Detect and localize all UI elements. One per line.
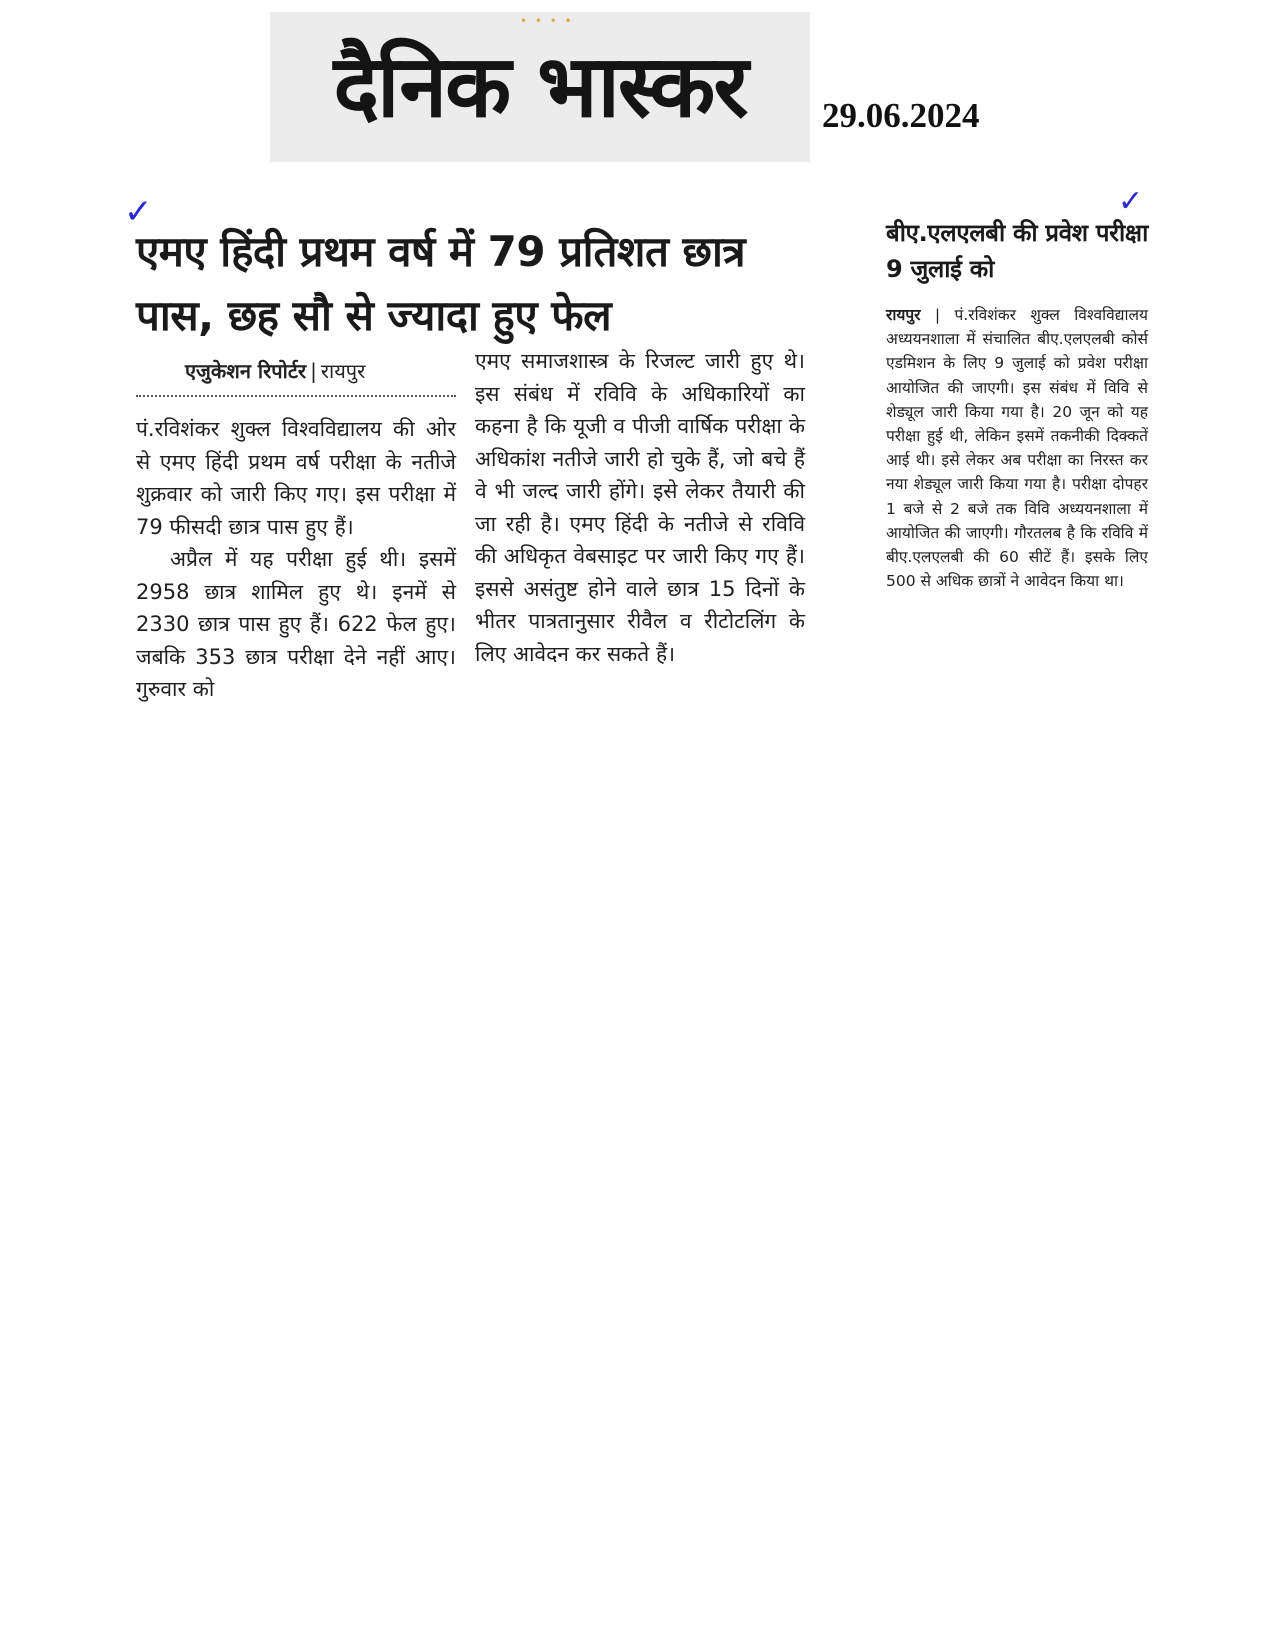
side-lead-place: रायपुर [886, 306, 921, 324]
main-headline: एमए हिंदी प्रथम वर्ष में 79 प्रतिशत छात्र पास, छह सौ से ज्यादा हुए फेल [136, 227, 746, 340]
masthead-decoration: • • • • [520, 14, 574, 28]
side-body-text: पं.रविशंकर शुक्ल विश्वविद्यालय अध्ययनशाला में संचालित बीए.एलएलबी कोर्स एडमिशन के लिए 9 जुलाई को प्रवेश परीक्षा आयोजित की जाएगी। इस संबंध में विवि से शेड्यूल जारी किया गया है। 20 जून को यह परीक्षा हुई थी, लेकिन इसमें तकनीकी दिक्कतें आई थी। इसे लेकर अब परीक्षा का निरस्त कर नया शेड्यूल जारी किया गया है। परीक्षा दोपहर 1 बजे से 2 बजे तक विवि अध्ययनशाला में आयोजित की जाएगी। गौरतलब है कि रविवि में बीए.एलएलबी की 60 सीटें हैं। इसके लिए 500 से अधिक छात्रों ने आवेदन किया था। [886, 306, 1149, 591]
byline [185, 357, 365, 384]
dotted-divider [136, 395, 456, 397]
side-headline: बीए.एलएलबी की प्रवेश परीक्षा 9 जुलाई को [886, 219, 1149, 283]
side-article-body [886, 303, 1148, 593]
paragraph: अप्रैल में यह परीक्षा हुई थी। इसमें 2958 छात्र शामिल हुए थे। इनमें से 2330 छात्र पास हुए हैं। 622 फेल हुए। जबकि 353 छात्र परीक्षा देने नहीं आए। गुरुवार को [136, 547, 456, 701]
main-article-column-left [136, 413, 456, 706]
byline-separator: | [310, 359, 317, 383]
byline-reporter: एजुकेशन रिपोर्टर [185, 359, 307, 383]
checkmark-icon: ✓ [1118, 184, 1144, 219]
publication-date: 29.06.2024 [822, 96, 980, 135]
byline-place: रायपुर [320, 359, 366, 383]
paragraph: पं.रविशंकर शुक्ल विश्वविद्यालय की ओर से एमए हिंदी प्रथम वर्ष परीक्षा के नतीजे शुक्रवार को जारी किए गए। इस परीक्षा में 79 फीसदी छात्र पास हुए हैं। [136, 417, 456, 539]
main-article [124, 192, 810, 760]
side-lead-separator: | [934, 306, 941, 324]
main-article-column-right [475, 345, 805, 670]
newspaper-name: दैनिक भास्कर [333, 37, 747, 137]
side-article [886, 184, 1156, 745]
checkmark-icon: ✓ [124, 192, 153, 232]
paragraph: एमए समाजशास्त्र के रिजल्ट जारी हुए थे। इस संबंध में रविवि के अधिकारियों का कहना है कि यूजी व पीजी वार्षिक परीक्षा के अधिकांश नतीजे जारी हो चुके हैं, जो बचे हैं वे भी जल्द जारी होंगे। इसे लेकर तैयारी की जा रही है। एमए हिंदी के नतीजे से रविवि की अधिकृत वेबसाइट पर जारी किए गए हैं। इससे असंतुष्ट होने वाले छात्र 15 दिनों के भीतर पात्रतानुसार रीवैल व रीटोटलिंग के लिए आवेदन कर सकते हैं। [475, 349, 805, 666]
masthead [270, 12, 810, 162]
